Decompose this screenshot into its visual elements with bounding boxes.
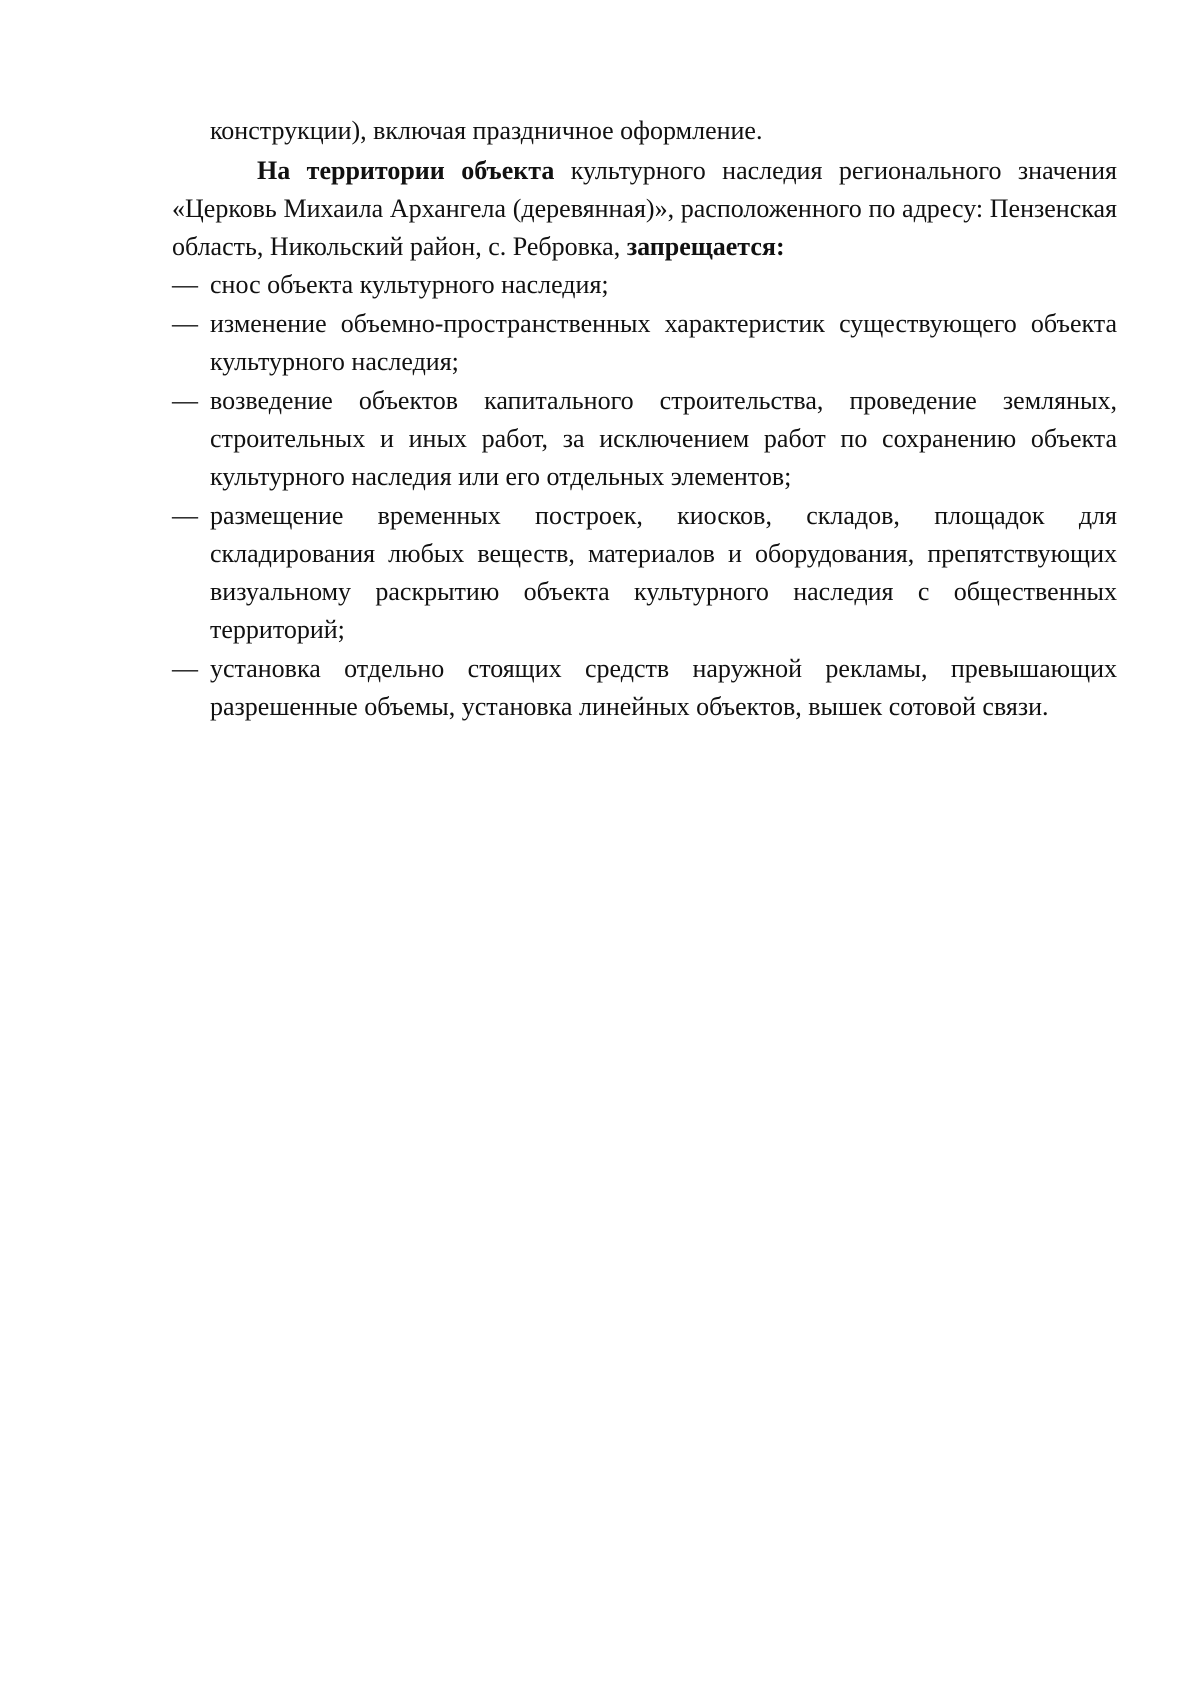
- list-item: [172, 497, 1117, 649]
- list-item-text: возведение объектов капитального строительства, проведение земляных, строительных и иных работ, за исключением работ по сохранению объекта культурного наследия или его отдельных элементов;: [210, 386, 1117, 491]
- dash-marker: —: [172, 654, 198, 683]
- dash-marker: —: [172, 501, 198, 530]
- list-item-text: размещение временных построек, киосков, складов, площадок для складирования любых веществ, материалов и оборудования, препятствующих визуальному раскрытию объекта культурного наследия с общественных территорий;: [210, 501, 1117, 644]
- dash-marker: —: [172, 270, 198, 299]
- list-item: [172, 650, 1117, 726]
- prohibition-paragraph: [172, 152, 1117, 266]
- list-item-text: установка отдельно стоящих средств наружной рекламы, превышающих разрешенные объемы, установка линейных объектов, вышек сотовой связи.: [210, 654, 1117, 721]
- list-item-text: изменение объемно-пространственных характеристик существующего объекта культурного наследия;: [210, 309, 1117, 376]
- paragraph-text: культурного наследия регионального значения «Церковь Михаила Архангела (деревянная)», расположенного по адресу: Пензенская область, Никольский район, с. Ребровка,: [172, 156, 1117, 261]
- list-item: [172, 382, 1117, 496]
- dash-marker: —: [172, 386, 198, 415]
- paragraph-bold-end: запрещается:: [626, 232, 785, 261]
- dash-marker: —: [172, 309, 198, 338]
- paragraph-bold-start: На территории объекта: [257, 156, 555, 185]
- list-item: [172, 305, 1117, 381]
- list-item: [172, 266, 1117, 304]
- document-page: [172, 112, 1117, 727]
- continuation-line: конструкции), включая праздничное оформление.: [210, 116, 763, 145]
- prohibition-list: [172, 266, 1117, 726]
- list-item-text: снос объекта культурного наследия;: [210, 270, 609, 299]
